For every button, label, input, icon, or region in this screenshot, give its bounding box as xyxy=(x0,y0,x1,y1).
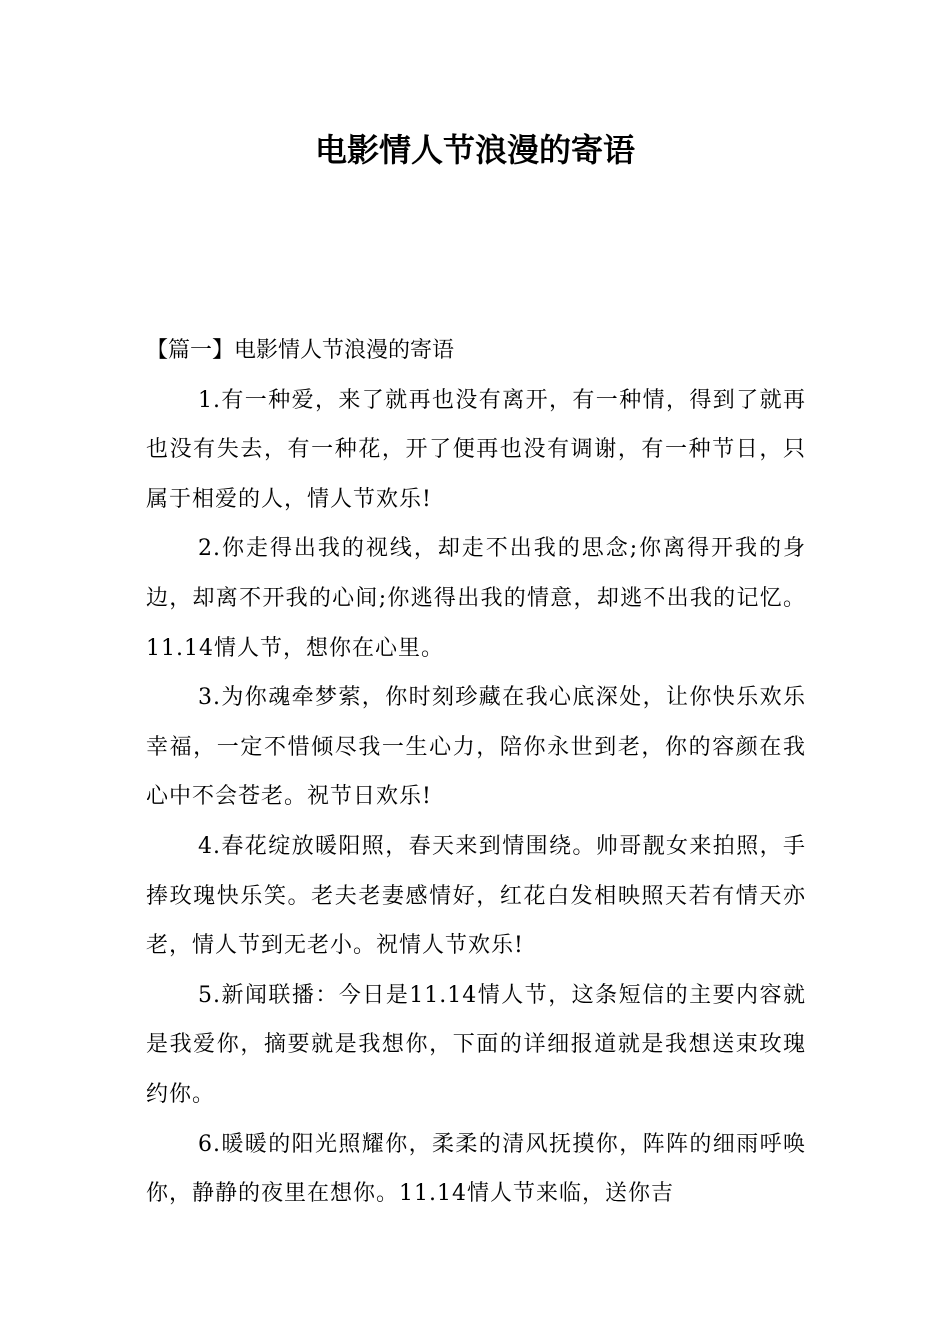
page-title: 电影情人节浪漫的寄语 xyxy=(314,131,635,169)
paragraph-4: 4.春花绽放暖阳照，春天来到情围绕。帅哥靓女来拍照，手捧玫瑰快乐笑。老夫老妻感情好，红花白发相映照天若有情天亦老，情人节到无老小。祝情人节欢乐! xyxy=(146,833,806,959)
paragraph-1: 1.有一种爱，来了就再也没有离开，有一种情，得到了就再也没有失去，有一种花，开了便再也没有调谢，有一种节日，只属于相爱的人，情人节欢乐! xyxy=(146,387,806,512)
paragraph-5: 5.新闻联播：今日是11.14情人节，这条短信的主要内容就是我爱你，摘要就是我想你，下面的详细报道就是我想送束玫瑰约你。 xyxy=(146,982,806,1107)
document-body xyxy=(146,326,806,1219)
paragraph-3: 3.为你魂牵梦萦，你时刻珍藏在我心底深处，让你快乐欢乐幸福，一定不惜倾尽我一生心力，陪你永世到老，你的容颜在我心中不会苍老。祝节日欢乐! xyxy=(146,685,806,810)
section-heading: 【篇一】电影情人节浪漫的寄语 xyxy=(146,338,455,363)
paragraph-6: 6.暖暖的阳光照耀你，柔柔的清风抚摸你，阵阵的细雨呼唤你，静静的夜里在想你。11.14情人节来临，送你吉 xyxy=(146,1131,806,1207)
paragraph-2: 2.你走得出我的视线，却走不出我的思念;你离得开我的身边，却离不开我的心间;你逃得出我的情意，却逃不出我的记忆。11.14情人节，想你在心里。 xyxy=(146,536,806,661)
